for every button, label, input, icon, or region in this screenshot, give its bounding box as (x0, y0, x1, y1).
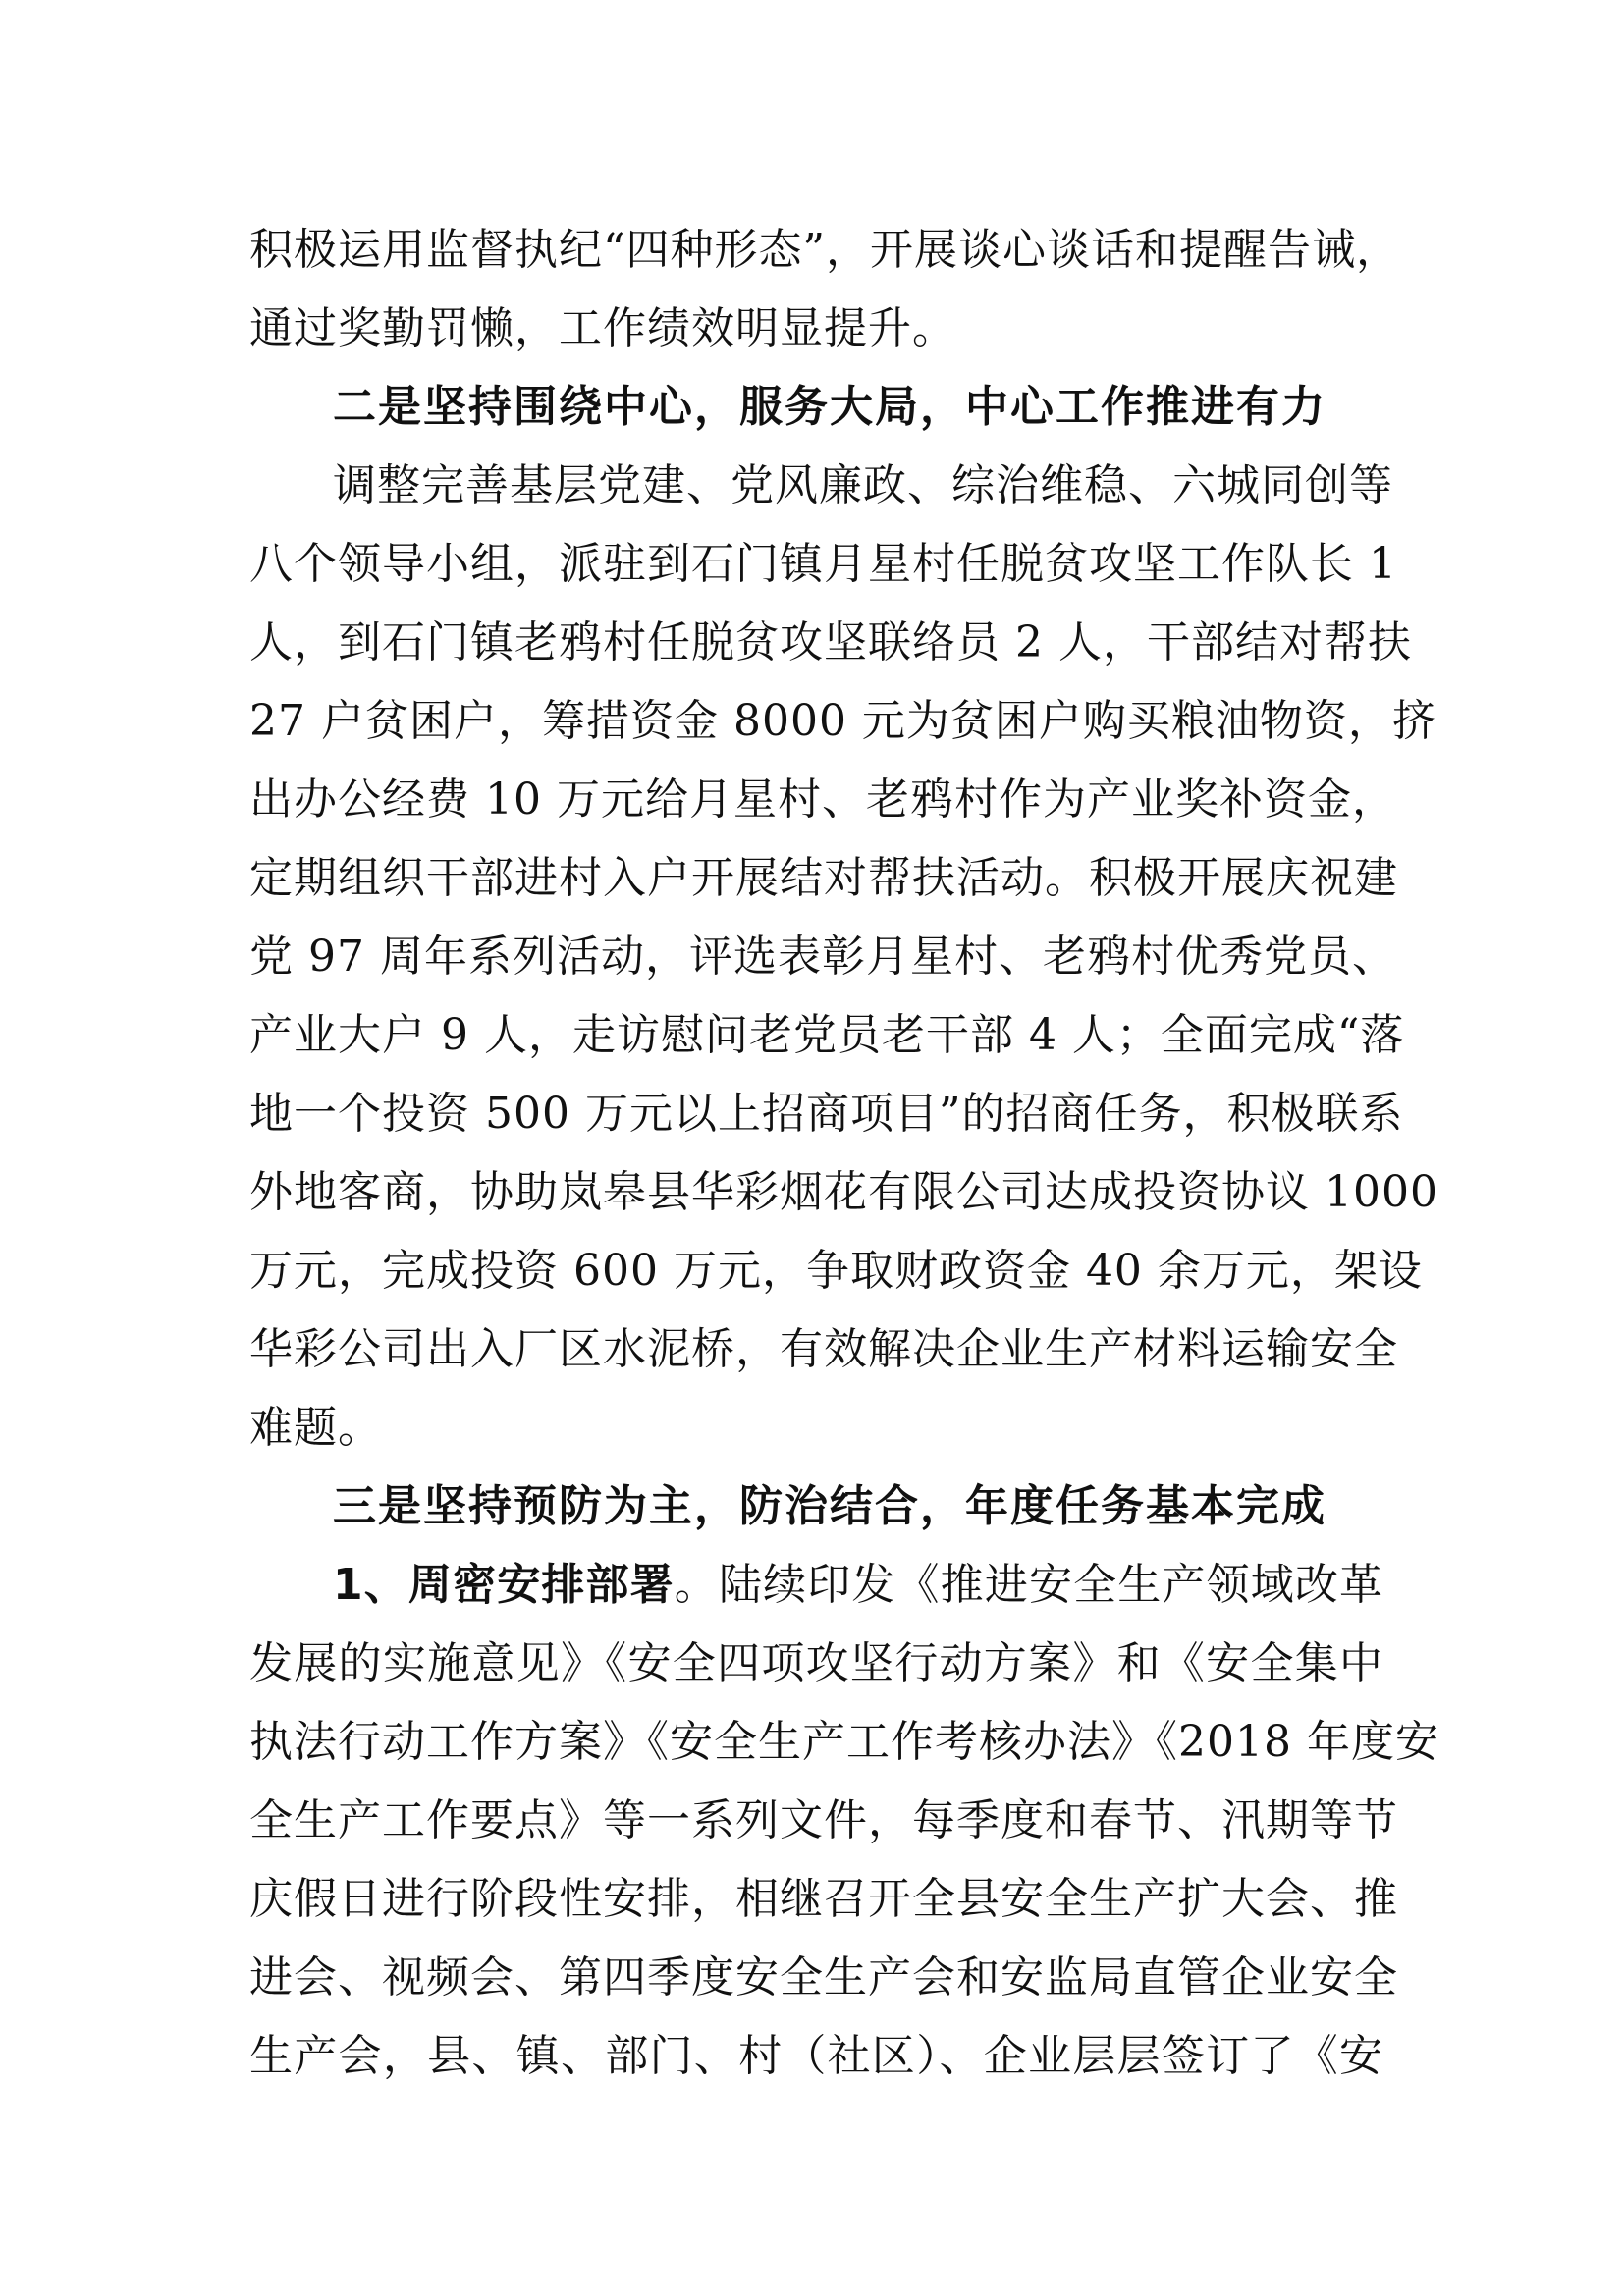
para2-line-9: 地一个投资 500 万元以上招商项目”的招商任务，积极联系 (249, 1089, 1404, 1139)
section-heading-3: 三是坚持预防为主，防治结合，年度任务基本完成 (333, 1481, 1326, 1531)
para2-line-12: 华彩公司出入厂区水泥桥，有效解决企业生产材料运输安全 (249, 1324, 1398, 1374)
para3-line-5: 庆假日进行阶段性安排，相继召开全县安全生产扩大会、推 (249, 1874, 1398, 1924)
para3-line-2: 发展的实施意见》《安全四项攻坚行动方案》和《安全集中 (249, 1638, 1383, 1688)
para2-line-8: 产业大户 9 人，走访慰问老党员老干部 4 人；全面完成“落 (249, 1010, 1405, 1060)
para2-line-13: 难题。 (249, 1403, 382, 1453)
para2-line-11: 万元，完成投资 600 万元，争取财政资金 40 余万元，架设 (249, 1246, 1423, 1296)
para1-line-1: 积极运用监督执纪“四种形态”，开展谈心谈话和提醒告诫， (249, 225, 1400, 275)
para2-line-2: 八个领导小组，派驻到石门镇月星村任脱贫攻坚工作队长 1 (249, 539, 1397, 589)
para3-lead-title: 1、周密安排部署 (333, 1560, 675, 1610)
para2-line-1: 调整完善基层党建、党风廉政、综治维稳、六城同创等 (333, 460, 1393, 510)
para2-line-5: 出办公经费 10 万元给月星村、老鸦村作为产业奖补资金， (249, 774, 1396, 825)
para2-line-3: 人，到石门镇老鸦村任脱贫攻坚联络员 2 人，干部结对帮扶 (249, 617, 1412, 667)
para2-line-10: 外地客商，协助岚皋县华彩烟花有限公司达成投资协议 1000 (249, 1167, 1438, 1217)
para3-line-4: 全生产工作要点》等一系列文件，每季度和春节、汛期等节 (249, 1795, 1398, 1845)
para2-line-6: 定期组织干部进村入户开展结对帮扶活动。积极开展庆祝建 (249, 853, 1398, 903)
para2-line-7: 党 97 周年系列活动，评选表彰月星村、老鸦村优秀党员、 (249, 932, 1396, 982)
para3-line-3: 执法行动工作方案》《安全生产工作考核办法》《2018 年度安 (249, 1717, 1439, 1767)
section-heading-2: 二是坚持围绕中心，服务大局，中心工作推进有力 (333, 382, 1326, 432)
para3-line-6: 进会、视频会、第四季度安全生产会和安监局直管企业安全 (249, 1952, 1398, 2002)
para3-line-1-rest: 。陆续印发《推进安全生产领域改革 (674, 1560, 1383, 1610)
para1-line-2: 通过奖勤罚懒，工作绩效明显提升。 (249, 303, 956, 353)
para3-line-1 (333, 1546, 1383, 1625)
para3-line-7: 生产会，县、镇、部门、村（社区）、企业层层签订了《安 (249, 2031, 1383, 2081)
para2-line-4: 27 户贫困户，筹措资金 8000 元为贫困户购买粮油物资，挤 (249, 696, 1436, 746)
